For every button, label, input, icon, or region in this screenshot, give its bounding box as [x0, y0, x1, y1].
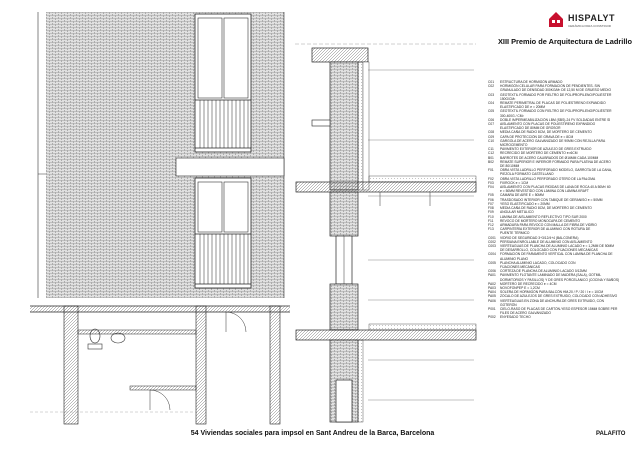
project-title: 54 Viviendas sociales para impsol en Sant Andreu de la Barca, Barcelona: [190, 430, 435, 437]
legend-code: B02: [488, 159, 494, 164]
legend-text: ALUMINIO PLANO: [500, 256, 529, 261]
legend-text: YESO ELASTIFICADO e = 20MM: [500, 201, 550, 206]
legend-text: FIXROCK e = 1CM: [500, 180, 529, 185]
legend-text: DORMITORIOS Y PASILLOS) Y DE GRES PORCELÁNICO (COCINA Y BAÑOS): [500, 277, 620, 282]
floor-plan: [30, 306, 290, 424]
legend-text: MEDIA CAÑA DE RADIO 8CM, DE MORTERO DE CEMENTO: [500, 130, 592, 135]
legend-code: F10: [488, 214, 494, 219]
legend-text: AISLAMIENTO CON PLACAS DE POLIESTIRENO EXPANDIDO: [500, 122, 596, 127]
legend-text: ZÓCALO DE AZULEJOS DE GRES EXTRUIDO, COLOCADO CON ADHESIVO: [500, 294, 618, 299]
award-title: XIII Premio de Arquitectura de Ladrillo: [497, 37, 632, 46]
legend-text: VIDRIO DE SEGURIDAD 3+3/12/4+4 (BALCONERA): [500, 235, 579, 240]
legend-text: PLANCHA ALUMINIO LACADO, COLOCADO CON: [500, 260, 576, 265]
legend-code: PA06: [488, 298, 496, 303]
legend-text: MORTERO DE RECRECIDO e = 4CM: [500, 281, 557, 286]
legend-text: RECRECIDO DE MORTERO DE CEMENTO e=6CM: [500, 151, 578, 156]
legend-text: PUENTE TÉRMICO: [500, 231, 530, 236]
legend-text: DOBLE IMPERMEABILIZACIÓN LBM (SBS)-24 FV SOLDADAS ENTRE SÍ: [500, 117, 611, 122]
legend-text: REMATE SUPERIOR E INFERIOR FORMADO PARA PLATINA DE ACERO: [500, 159, 611, 164]
legend-code: F01: [488, 168, 494, 173]
legend-code: F12: [488, 222, 494, 227]
legend-text: FORMACIÓN DE PARAMENTO VERTICAL CON LÁMINA DE PLANCHA DE: [500, 252, 613, 257]
legend-text: SOLERA DE HORMIGÓN PARA BALCÓN HM-20 / P / 20 / I e = 10CM: [500, 290, 604, 295]
legend-code: F07: [488, 201, 494, 206]
legend-code: C004: [488, 252, 496, 257]
legend-text: CÁMARA DE AIRE E = 50MM: [500, 193, 544, 198]
legend-text: DE DESARROLLO, COLOCADO CON FIJACIONES MECÁNICAS: [500, 248, 598, 253]
legend-text: ELASTIFICADO DE 80MM DE GROSOR: [500, 126, 561, 131]
legend-code: F06: [488, 197, 494, 202]
legend-text: PIEZOLA FORMATO CASTELLANO: [500, 172, 554, 177]
legend-code: F03: [488, 180, 494, 185]
legend-text: VIERTEAGUAS EN ZONA DE ANCHURA DE GRES EXTRUIDO, CON: [500, 298, 604, 303]
legend-code: C03: [488, 92, 495, 97]
legend-text: GOTERÓN: [500, 302, 517, 307]
facade-elevation: [38, 12, 284, 298]
legend-code: C005: [488, 260, 496, 265]
legend-text: TRASDOSADO INTERIOR CON TABIQUE DE GERANISO e = 50MM: [500, 197, 603, 202]
legend-text: FILES DE ACERO GALVANIZADO: [500, 311, 551, 316]
legend-code: F04: [488, 185, 494, 190]
legend-text: ENYESADO TECHO: [500, 315, 531, 320]
legend-text: ESTRUCTURA DE HORMIGÓN ARMADO: [500, 80, 563, 84]
legend-text: MEDIA CAÑA DE RADIO 8CM, DE MORTERO DE CEMENTO: [500, 206, 592, 211]
legend-text: PAVIMENTO FLOTANTE LAMINADO DE MADERA (SALA), GOTMIL: [500, 273, 602, 278]
legend-code: F11: [488, 218, 494, 223]
legend-text: CIELO-RASO DE PLACAS DE CARTÓN-YESO ESPESOR 15MM SOBRE PER: [500, 306, 618, 311]
legend-code: PA04: [488, 290, 496, 295]
legend-text: HORMIGÓN CELULAR PARA FORMACIÓN DE PENDIENTES. SIN: [500, 84, 600, 89]
legend-code: F08: [488, 206, 494, 211]
legend-code: F02: [488, 176, 494, 181]
legend-code: C02: [488, 84, 495, 89]
legend-text: GEOTEXTIL FORMADO POR FIELTRO DE POLIPROPILENO/POLIÉSTER: [500, 92, 612, 97]
legend-code: C09: [488, 134, 495, 139]
legend-text: CORTEZA DE PLANCHA DE ALUMINIO LACADO 0/12MM: [500, 269, 587, 274]
house-icon: [548, 10, 564, 28]
legend-code: C06: [488, 117, 495, 122]
hispalyt-logo: [538, 10, 630, 40]
legend-row: [488, 315, 638, 319]
legend-code: C006: [488, 269, 496, 274]
legend-text: LÁMINA DE AISLAMIENTO REFLECTIVO TIPO SUR 2000: [500, 214, 587, 219]
legend-code: P001: [488, 306, 496, 311]
legend-text: REMATE PERIMETRAL DE PLACAS DE POLIESTIRENO EXPANDIDO: [500, 101, 606, 106]
legend-text: MICROCEMENTO: [500, 143, 528, 148]
logo-name: HISPALYT: [568, 13, 616, 23]
legend-text: GEOTEXTIL FORMADO CON FIELTRO DE POLIPROPILENO/POLIÉSTER: [500, 109, 612, 114]
legend-code: C07: [488, 122, 495, 127]
legend-code: PA03: [488, 285, 496, 290]
author-name: PALAFITO: [596, 431, 626, 437]
legend-text: BARROTES DE ACERO CALIBRADOS DE Ø16MM CADA 100MM: [500, 155, 599, 160]
legend-code: C08: [488, 130, 495, 135]
legend-text: AISLAMIENTO CON PLACAS RÍGIDAS DE LANA DE ROCA 40 A 50M³/ 60: [500, 185, 611, 190]
legend-text: GRANULADO DE DENSIDAD 300KG/M³ DE 12,50 M DE GRUESO MEDIO: [500, 88, 612, 93]
legend-code: C002: [488, 239, 496, 244]
legend-code: P002: [488, 315, 496, 320]
legend-text: VIERTEAGUAS DE PLANCHA DE ALUMINIO LACADO e = 1,2MM DE 50MM: [500, 243, 614, 248]
legend-code: F05: [488, 193, 494, 198]
legend-text: FIJACIONES MECÁNICAS: [500, 264, 540, 269]
materials-legend: [488, 80, 638, 320]
legend-code: PA02: [488, 281, 496, 286]
logo-subtitle: CERÁMICA PARA CONSTRUIR: [568, 24, 611, 28]
legend-code: C11: [488, 147, 494, 152]
legend-code: C001: [488, 235, 496, 240]
legend-text: REVOCO DE MORTERO MONOCAPA DE CEMENTO: [500, 218, 581, 223]
legend-text: OBRA VISTA LADRILLO PERFORADO OTERO DE LA PALOMA: [500, 176, 596, 181]
legend-code: PA05: [488, 294, 496, 299]
legend-code: F13: [488, 227, 494, 232]
legend-code: C05: [488, 109, 495, 114]
legend-text: PAVIMENTO EXTERIOR DE AZULEJO DE GRES EXTRUIDO: [500, 147, 592, 152]
legend-text: NOVOFONPEP E = 1,2CM: [500, 285, 540, 290]
legend-text: ANGULAR METÁLICO: [500, 210, 534, 215]
legend-code: C003: [488, 243, 496, 248]
legend-text: CARPINTERÍA EXTERIOR DE ALUMINIO CON ROTURA DE: [500, 227, 591, 232]
legend-text: PERSIANA ENROLLABLE DE ALUMINIO CON AISLAMIENTO: [500, 239, 593, 244]
legend-code: C10: [488, 138, 495, 143]
legend-code: C04: [488, 101, 495, 106]
legend-code: B01: [488, 155, 494, 160]
wall-section: [295, 44, 476, 422]
legend-text: GÁRGOLA DE ACERO GALVANIZADO DE 90MM CON REJILLA PARA: [500, 138, 606, 143]
legend-text: DE 80/10MM: [500, 164, 520, 169]
legend-code: C01: [488, 80, 495, 84]
legend-code: C12: [488, 151, 495, 156]
legend-code: F09: [488, 210, 494, 215]
legend-text: CAPA DE PROTECCIÓN DE GRAVA DE e = 8CM: [500, 134, 574, 139]
legend-text: ELASTIFICADO DE e = 20MM: [500, 105, 545, 110]
legend-code: PA01: [488, 273, 496, 278]
legend-text: ARMADURA PARA REVOCO CON MALLA DE FIBRA DE VIDRIO: [500, 222, 597, 227]
legend-text: 150G/CM²: [500, 96, 516, 101]
legend-text: OBRA VISTA LADRILLO PERFORADO MODELO, GARROTA DE LA CANA,: [500, 168, 612, 173]
legend-text: e = 50MM REVESTIDO CON LÁMINA CON LÁMINA KRAFT: [500, 189, 589, 194]
legend-text: 300-400G / CM²: [500, 113, 524, 118]
